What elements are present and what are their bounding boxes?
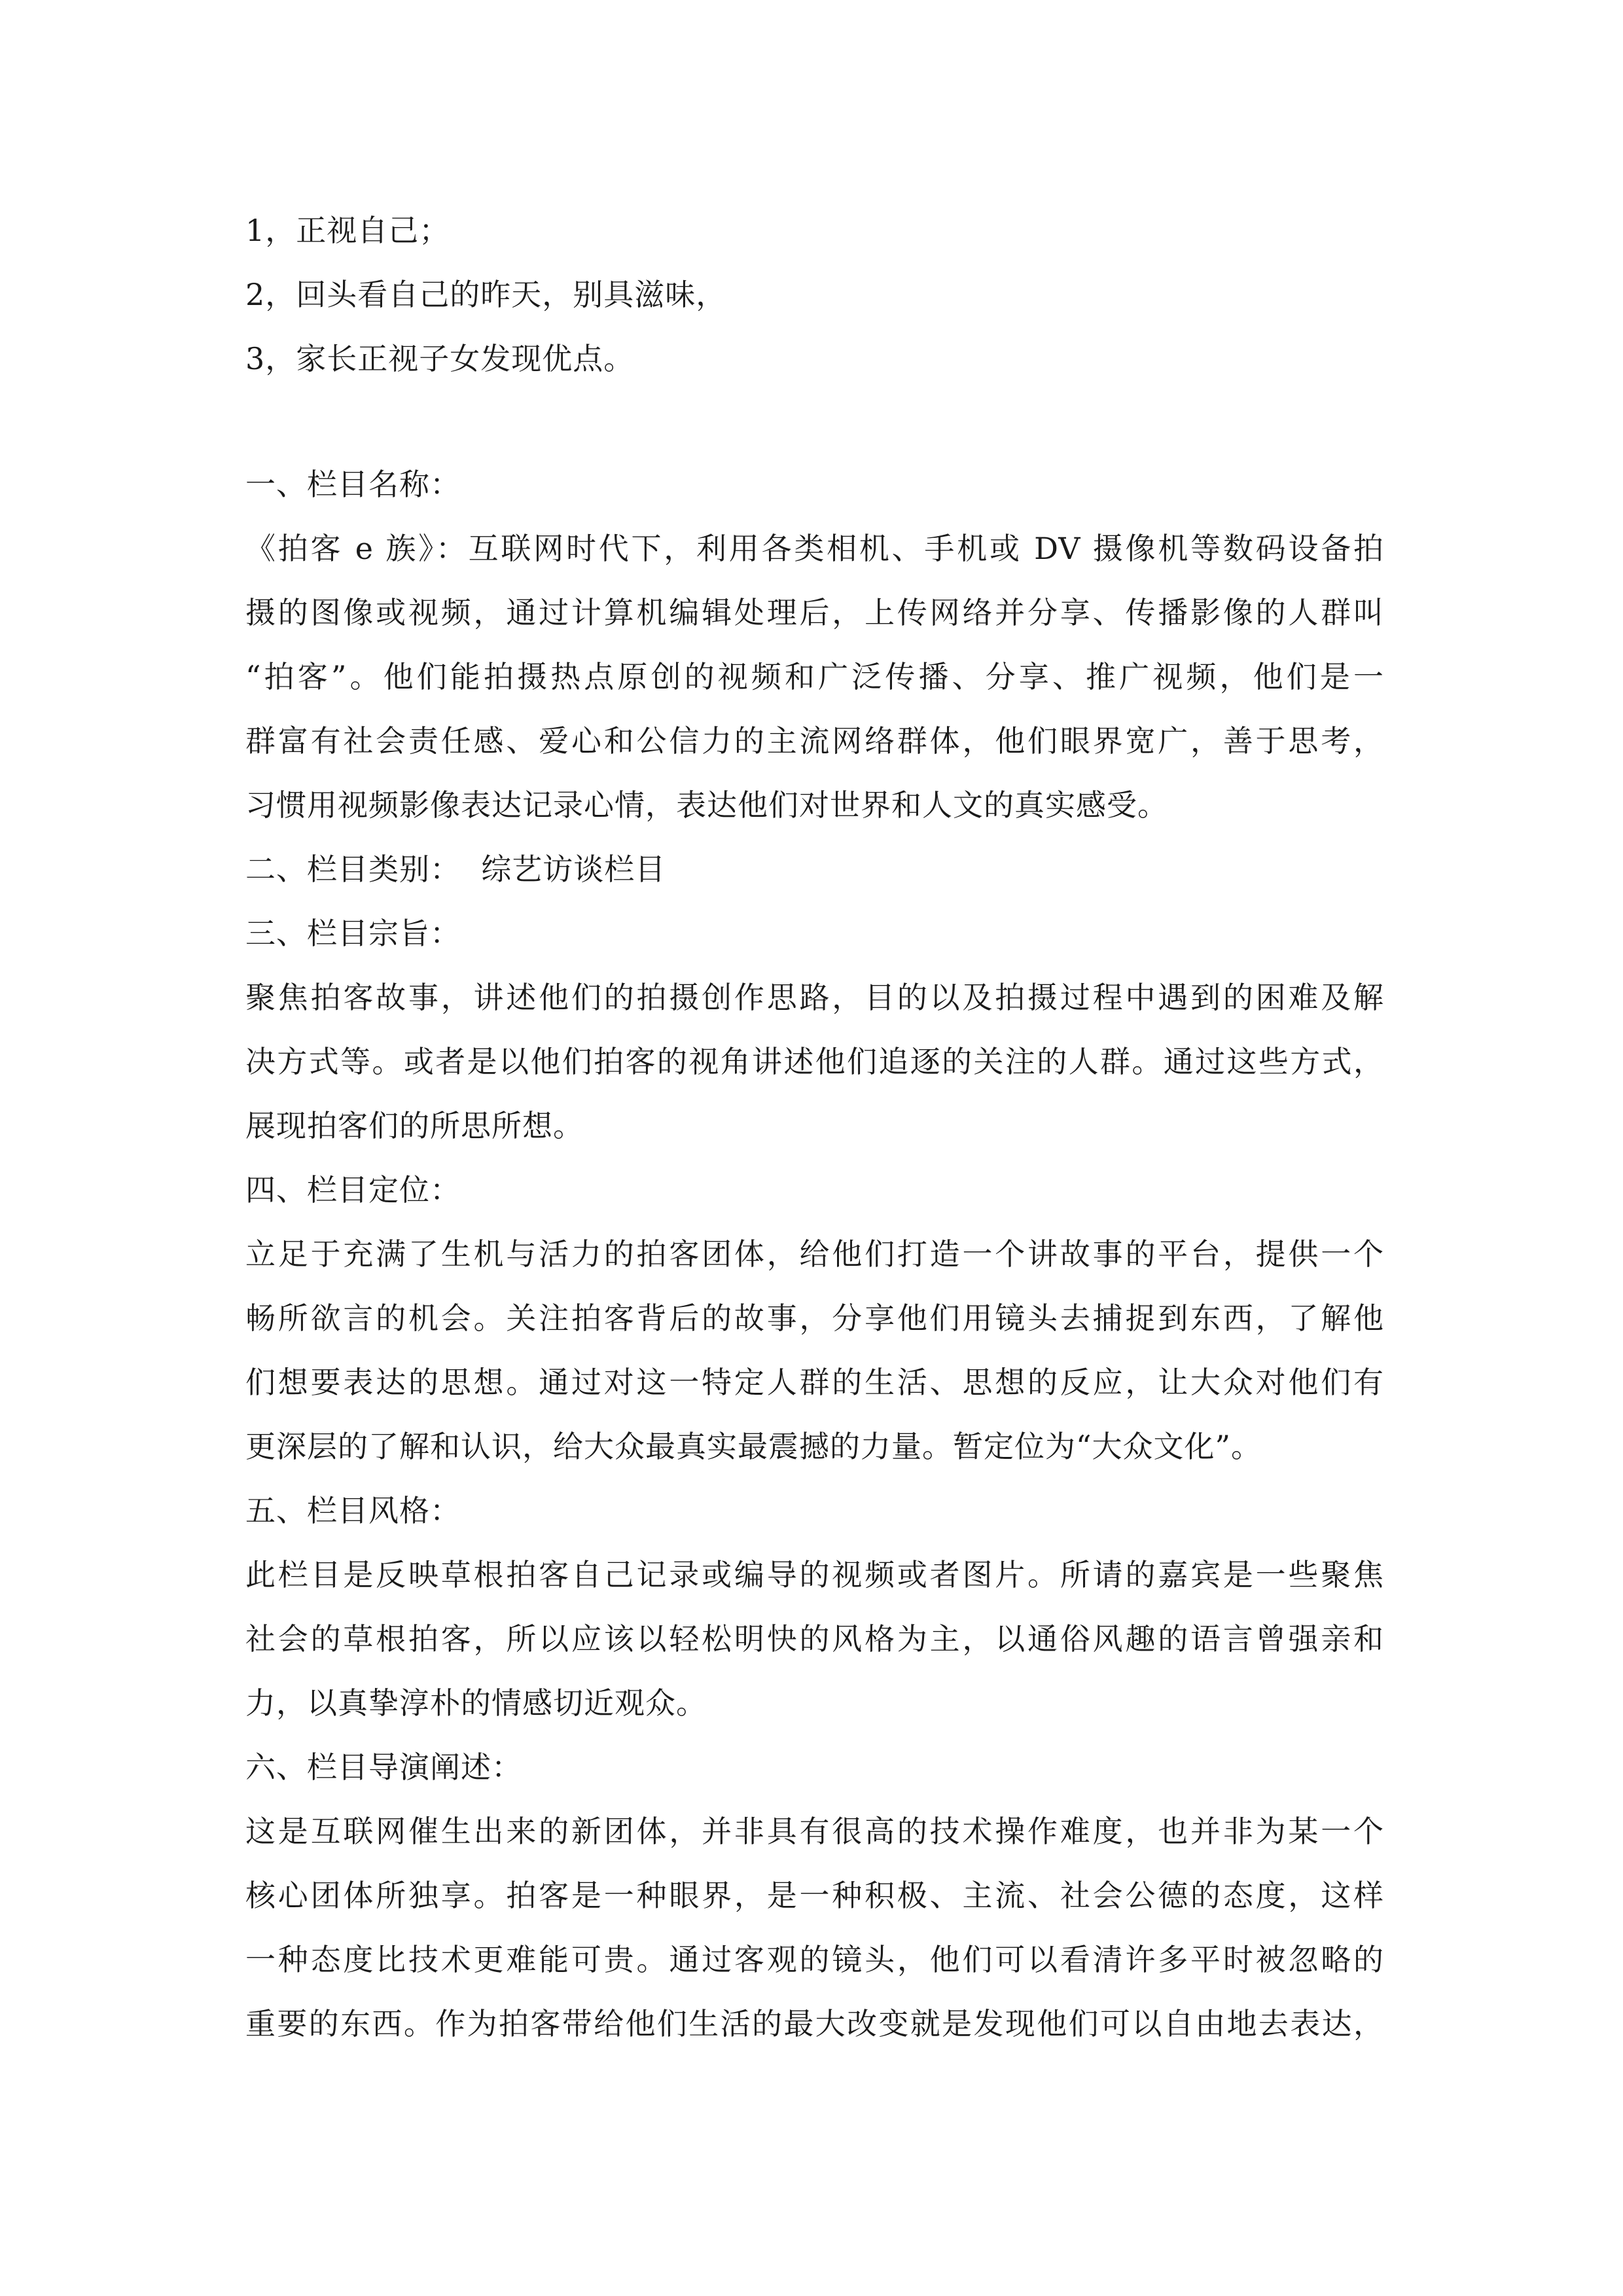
paragraph-line: 展现拍客们的所思所想。 bbox=[245, 1108, 584, 1143]
section-heading: 六、栏目导演阐述： bbox=[245, 1749, 522, 1785]
section-heading: 二、栏目类别： 综艺访谈栏目 bbox=[245, 852, 666, 887]
paragraph-line: 群富有社会责任感、爱心和公信力的主流网络群体，他们眼界宽广，善于思考， bbox=[245, 723, 1384, 759]
paragraph-line: 聚焦拍客故事，讲述他们的拍摄创作思路，目的以及拍摄过程中遇到的困难及解 bbox=[245, 980, 1384, 1015]
paragraph-line: 《拍客 e 族》：互联网时代下，利用各类相机、手机或 DV 摄像机等数码设备拍 bbox=[245, 531, 1384, 566]
paragraph-line: 社会的草根拍客，所以应该以轻松明快的风格为主，以通俗风趣的语言曾强亲和 bbox=[245, 1621, 1384, 1657]
paragraph-line: 习惯用视频影像表达记录心情，表达他们对世界和人文的真实感受。 bbox=[245, 787, 1168, 823]
section-heading: 四、栏目定位： bbox=[245, 1172, 461, 1208]
paragraph-line: 力，以真挚淳朴的情感切近观众。 bbox=[245, 1685, 707, 1721]
list-item: 3，家长正视子女发现优点。 bbox=[245, 341, 635, 376]
section-heading: 五、栏目风格： bbox=[245, 1493, 461, 1528]
paragraph-line: “拍客”。他们能拍摄热点原创的视频和广泛传播、分享、推广视频，他们是一 bbox=[245, 659, 1384, 694]
paragraph-line: 决方式等。或者是以他们拍客的视角讲述他们追逐的关注的人群。通过这些方式， bbox=[245, 1044, 1384, 1079]
paragraph-line: 此栏目是反映草根拍客自己记录或编导的视频或者图片。所请的嘉宾是一些聚焦 bbox=[245, 1557, 1384, 1592]
paragraph-line: 们想要表达的思想。通过对这一特定人群的生活、思想的反应，让大众对他们有 bbox=[245, 1365, 1384, 1400]
list-item: 1，正视自己； bbox=[245, 213, 450, 248]
paragraph-line: 更深层的了解和认识，给大众最真实最震撼的力量。暂定位为“大众文化”。 bbox=[245, 1429, 1262, 1464]
paragraph-line: 核心团体所独享。拍客是一种眼界，是一种积极、主流、社会公德的态度，这样 bbox=[245, 1878, 1384, 1913]
paragraph-line: 这是互联网催生出来的新团体，并非具有很高的技术操作难度，也并非为某一个 bbox=[245, 1814, 1384, 1849]
paragraph-line: 摄的图像或视频，通过计算机编辑处理后，上传网络并分享、传播影像的人群叫 bbox=[245, 595, 1384, 630]
paragraph-line: 一种态度比技术更难能可贵。通过客观的镜头，他们可以看清许多平时被忽略的 bbox=[245, 1942, 1384, 1977]
paragraph-line: 立足于充满了生机与活力的拍客团体，给他们打造一个讲故事的平台，提供一个 bbox=[245, 1236, 1384, 1272]
paragraph-line: 畅所欲言的机会。关注拍客背后的故事，分享他们用镜头去捕捉到东西，了解他 bbox=[245, 1300, 1384, 1336]
list-item: 2，回头看自己的昨天，别具滋味， bbox=[245, 277, 727, 312]
paragraph-line: 重要的东西。作为拍客带给他们生活的最大改变就是发现他们可以自由地去表达， bbox=[245, 2006, 1384, 2041]
section-heading: 一、栏目名称： bbox=[245, 467, 461, 502]
section-heading: 三、栏目宗旨： bbox=[245, 916, 461, 951]
